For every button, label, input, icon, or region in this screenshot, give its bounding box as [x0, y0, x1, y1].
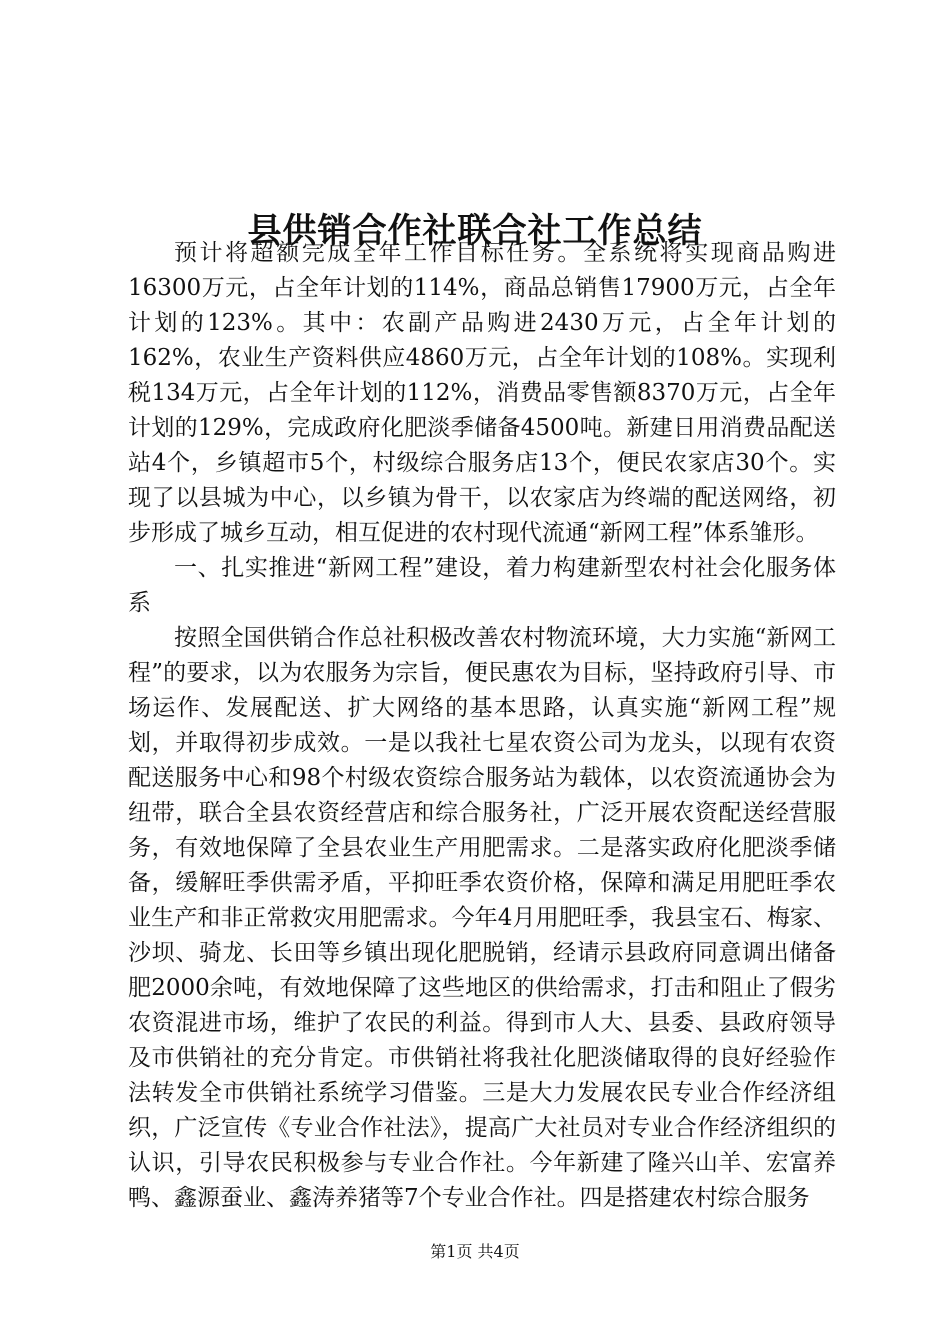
- paragraph-summary: 预计将超额完成全年工作目标任务。全系统将实现商品购进16300万元，占全年计划的114%，商品总销售17900万元，占全年计划的123%。其中：农副产品购进2430万元，占全年计划的162%，农业生产资料供应4860万元，占全年计划的108%。实现利税134万元，占全年计划的112%，消费品零售额8370万元，占全年计划的129%，完成政府化肥淡季储备4500吨。新建日用消费品配送站4个，乡镇超市5个，村级综合服务店13个，便民农家店30个。实现了以县城为中心，以乡镇为骨干，以农家店为终端的配送网络，初步形成了城乡互动，相互促进的农村现代流通“新网工程”体系雏形。: [128, 240, 836, 546]
- document-title: 县供销合作社联合社工作总结: [247, 210, 703, 251]
- paragraph-section-one: 按照全国供销合作总社积极改善农村物流环境，大力实施“新网工程”的要求，以为农服务为宗旨，便民惠农为目标，坚持政府引导、市场运作、发展配送、扩大网络的基本思路，认真实施“新网工程”规划，并取得初步成效。一是以我社七星农资公司为龙头，以现有农资配送服务中心和98个村级农资综合服务站为载体，以农资流通协会为纽带，联合全县农资经营店和综合服务社，广泛开展农资配送经营服务，有效地保障了全县农业生产用肥需求。二是落实政府化肥淡季储备，缓解旺季供需矛盾，平抑旺季农资价格，保障和满足用肥旺季农业生产和非正常救灾用肥需求。今年4月用肥旺季，我县宝石、梅家、沙坝、骑龙、长田等乡镇出现化肥脱销，经请示县政府同意调出储备肥2000余吨，有效地保障了这些地区的供给需求，打击和阻止了假劣农资混进市场，维护了农民的利益。得到市人大、县委、县政府领导及市供销社的充分肯定。市供销社将我社化肥淡储取得的良好经验作法转发全市供销社系统学习借鉴。三是大力发展农民专业合作经济组织，广泛宣传《专业合作社法》，提高广大社员对专业合作经济组织的认识，引导农民积极参与专业合作社。今年新建了隆兴山羊、宏富养鸭、鑫源蚕业、鑫涛养猪等7个专业合作社。四是搭建农村综合服务: [128, 625, 836, 1211]
- page-number: 第1页 共4页: [430, 1242, 520, 1261]
- section-heading: 一、扎实推进“新网工程”建设，着力构建新型农村社会化服务体系: [128, 555, 836, 616]
- document-body: [128, 236, 836, 1216]
